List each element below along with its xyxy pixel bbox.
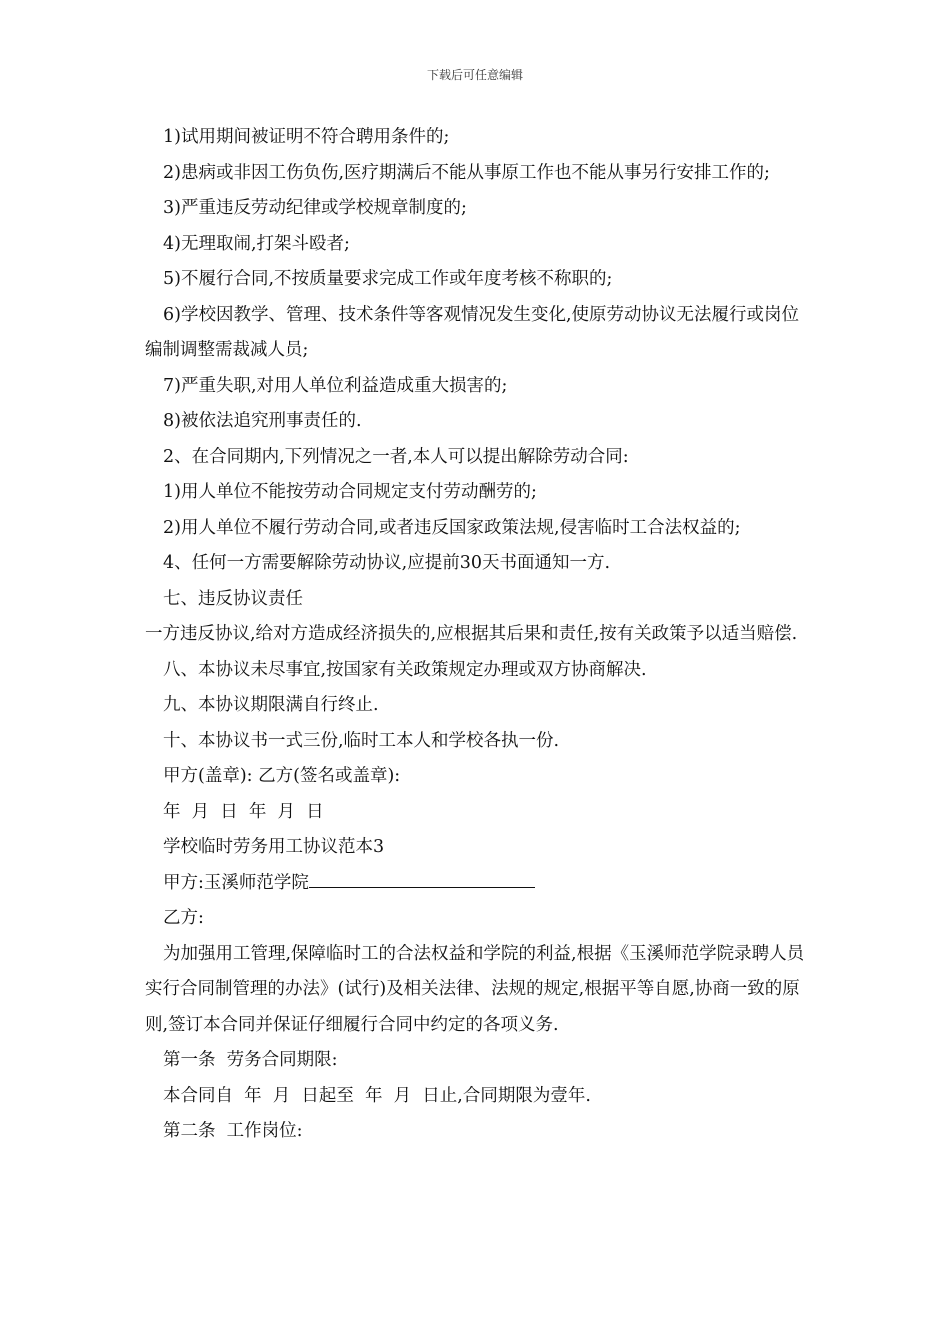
paragraph: 十、本协议书一式三份,临时工本人和学校各执一份.: [163, 730, 560, 751]
paragraph: 7)严重失职,对用人单位利益造成重大损害的;: [163, 375, 508, 396]
party-a-label: 甲方:玉溪师范学院: [163, 872, 309, 893]
paragraph: 八、本协议未尽事宜,按国家有关政策规定办理或双方协商解决.: [163, 659, 647, 680]
paragraph: 九、本协议期限满自行终止.: [163, 695, 379, 715]
paragraph: 为加强用工管理,保障临时工的合法权益和学院的利益,根据《玉溪师范学院录聘人员实行合同制管理的办法》(试行)及相关法律、法规的规定,根据平等自愿,协商一致的原则,签订本合同并保证仔细履行合同中约定的各项义务.: [145, 943, 805, 1035]
signature-line: 甲方(盖章): 乙方(签名或盖章):: [163, 766, 401, 786]
paragraph: 2)用人单位不履行劳动合同,或者违反国家政策法规,侵害临时工合法权益的;: [163, 517, 741, 538]
paragraph: 5)不履行合同,不按质量要求完成工作或年度考核不称职的;: [163, 269, 613, 289]
paragraph: 一方违反协议,给对方造成经济损失的,应根据其后果和责任,按有关政策予以适当赔偿.: [145, 624, 798, 644]
section-title: 学校临时劳务用工协议范本3: [163, 837, 385, 857]
party-a-blank: [309, 867, 535, 888]
paragraph: 8)被依法追究刑事责任的.: [163, 411, 362, 431]
paragraph: 4)无理取闹,打架斗殴者;: [163, 233, 350, 254]
article-heading: 第一条 劳务合同期限:: [163, 1050, 338, 1070]
party-b-line: 乙方:: [163, 908, 204, 928]
date-line: 年 月 日 年 月 日: [163, 801, 324, 822]
article-heading: 第二条 工作岗位:: [163, 1121, 303, 1141]
paragraph: 本合同自 年 月 日起至 年 月 日止,合同期限为壹年.: [163, 1085, 591, 1106]
document-body: [145, 120, 810, 1150]
paragraph: 1)试用期间被证明不符合聘用条件的;: [163, 127, 450, 147]
paragraph: 2、在合同期内,下列情况之一者,本人可以提出解除劳动合同:: [163, 446, 629, 467]
page-header-note: 下载后可任意编辑: [426, 68, 523, 82]
paragraph: 4、任何一方需要解除劳动协议,应提前30天书面通知一方.: [163, 553, 611, 573]
party-a-line: [145, 866, 810, 902]
paragraph: 6)学校因教学、管理、技术条件等客观情况发生变化,使原劳动协议无法履行或岗位编制调整需裁减人员;: [145, 304, 800, 360]
paragraph: 2)患病或非因工伤负伤,医疗期满后不能从事原工作也不能从事另行安排工作的;: [163, 162, 770, 183]
paragraph: 3)严重违反劳动纪律或学校规章制度的;: [163, 198, 467, 218]
paragraph: 1)用人单位不能按劳动合同规定支付劳动酬劳的;: [163, 482, 537, 502]
section-heading: 七、违反协议责任: [163, 588, 303, 609]
